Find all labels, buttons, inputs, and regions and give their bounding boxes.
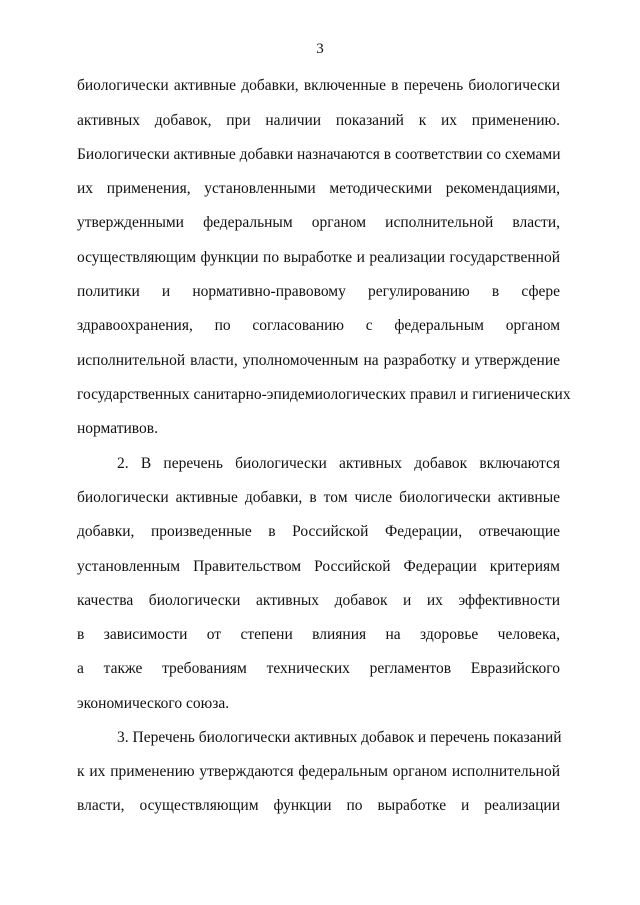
text-line: к их применению утверждаются федеральным органом исполнительной	[77, 763, 560, 780]
text-line: их применения, установленными методическими рекомендациями,	[77, 180, 560, 197]
text-line: биологически активные добавки, в том числе биологически активные	[77, 489, 560, 506]
text-line: а также требованиям технических регламентов Евразийского	[77, 660, 560, 677]
text-line: биологически активные добавки, включенные в перечень биологически	[77, 77, 560, 94]
text-line: 3. Перечень биологически активных добавок и перечень показаний	[117, 729, 562, 746]
text-line: 2. В перечень биологически активных добавок включаются	[117, 455, 560, 472]
text-line: утвержденными федеральным органом исполнительной власти,	[77, 214, 560, 231]
text-line: здравоохранения, по согласованию с федеральным органом	[77, 317, 560, 334]
text-line: нормативов.	[77, 420, 158, 437]
text-line: власти, осуществляющим функции по выработке и реализации	[77, 797, 560, 814]
text-line: Биологически активные добавки назначаются в соответствии со схемами	[77, 146, 561, 163]
text-line: установленным Правительством Российской Федерации критериям	[77, 558, 560, 575]
text-line: качества биологически активных добавок и их эффективности	[77, 592, 560, 609]
text-line: осуществляющим функции по выработке и реализации государственной	[77, 249, 560, 266]
text-line: активных добавок, при наличии показаний к их применению.	[77, 112, 560, 129]
text-line: государственных санитарно-эпидемиологических правил и гигиенических	[77, 386, 571, 403]
text-line: в зависимости от степени влияния на здоровье человека,	[77, 626, 560, 643]
text-line: экономического союза.	[77, 695, 230, 712]
page-number: 3	[316, 41, 324, 57]
text-line: добавки, произведенные в Российской Федерации, отвечающие	[77, 523, 560, 540]
text-line: политики и нормативно-правовому регулированию в сфере	[77, 283, 560, 300]
text-line: исполнительной власти, уполномоченным на разработку и утверждение	[77, 352, 560, 369]
